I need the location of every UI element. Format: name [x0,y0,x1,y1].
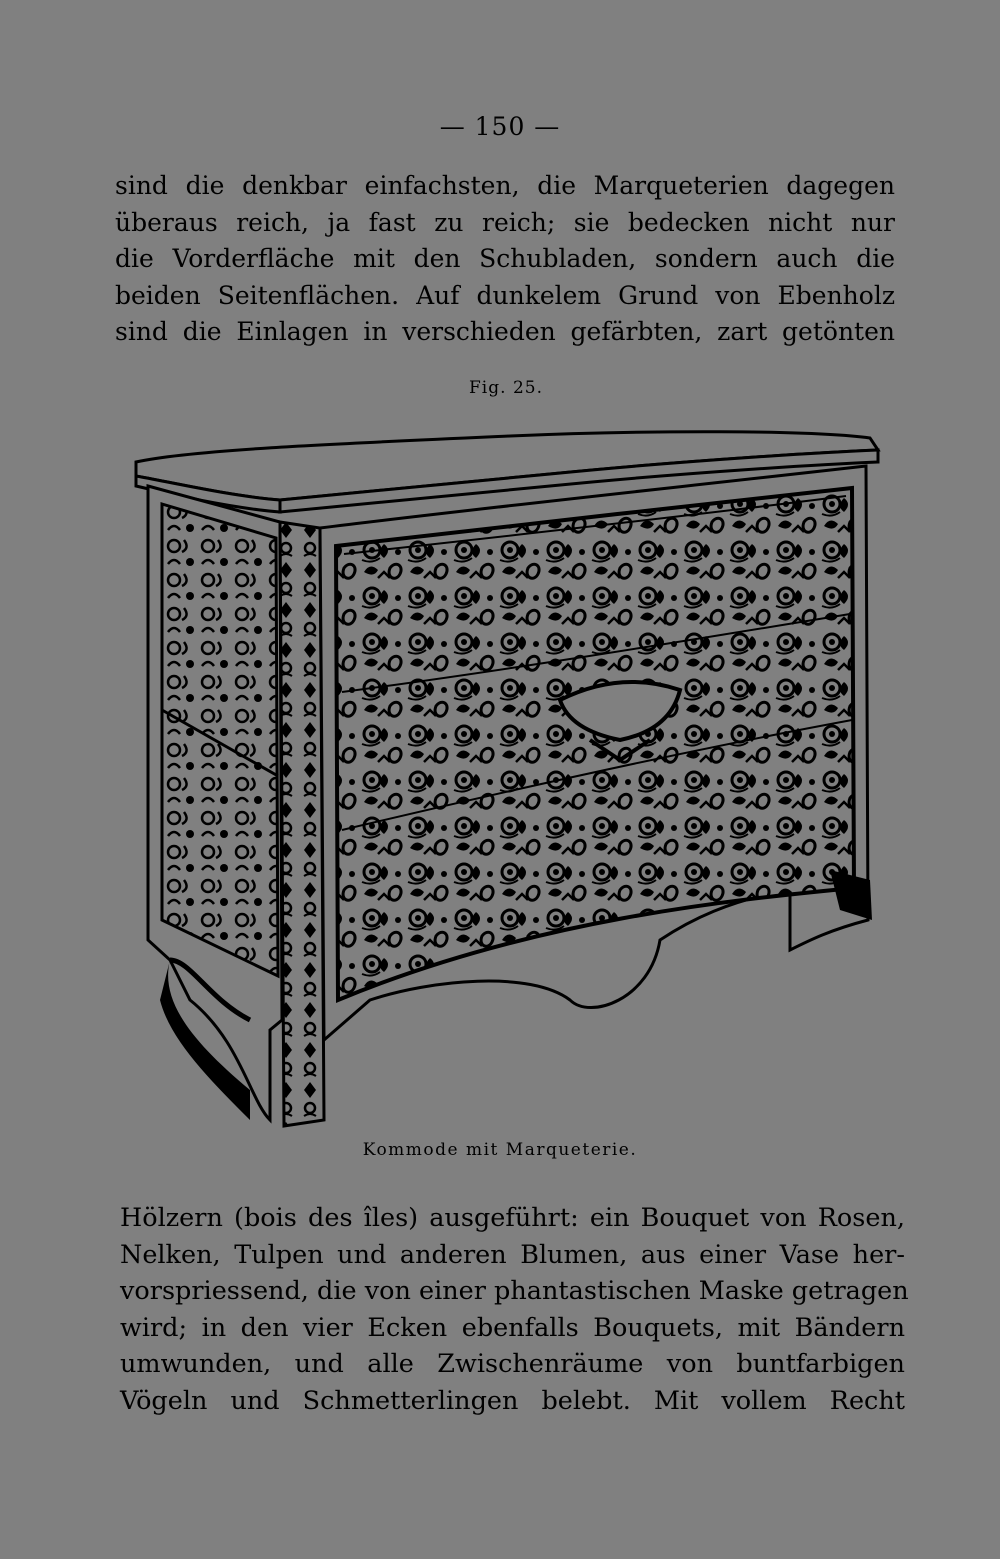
text-line: Nelken, Tulpen und anderen Blumen, aus einer Vase her- [120,1239,905,1270]
paragraph-before-figure [115,168,895,351]
figure-label: Fig. 25. [469,378,543,398]
text-line: die Vorderfläche mit den Schubladen, sondern auch die [115,244,895,273]
commode-drawing [130,400,900,1140]
paragraph-after-figure [120,1200,909,1419]
text-line: sind die denkbar einfachsten, die Marqueterien dagegen [115,171,895,200]
text-line: überaus reich, ja fast zu reich; sie bedecken nicht nur [115,207,895,237]
text-line: beiden Seitenflächen. Auf dunkelem Grund von Ebenholz [115,280,895,310]
text-line: umwunden, und alle Zwischenräume von buntfarbigen [120,1349,905,1379]
figure-commode-illustration [130,400,900,1140]
text-line: vorspriessend, die von einer phantastischen Maske getragen [120,1276,909,1306]
text-line: wird; in den vier Ecken ebenfalls Bouquets, mit Bändern [120,1312,905,1343]
figure-caption: Kommode mit Marqueterie. [362,1140,638,1160]
text-line: Hölzern (bois des îles) ausgeführt: ein Bouquet von Rosen, [120,1203,905,1233]
text-line: Vögeln und Schmetterlingen belebt. Mit vollem Recht [120,1385,905,1416]
text-line: sind die Einlagen in verschieden gefärbten, zart getönten [115,317,895,346]
page-number: — 150 — [439,112,561,141]
